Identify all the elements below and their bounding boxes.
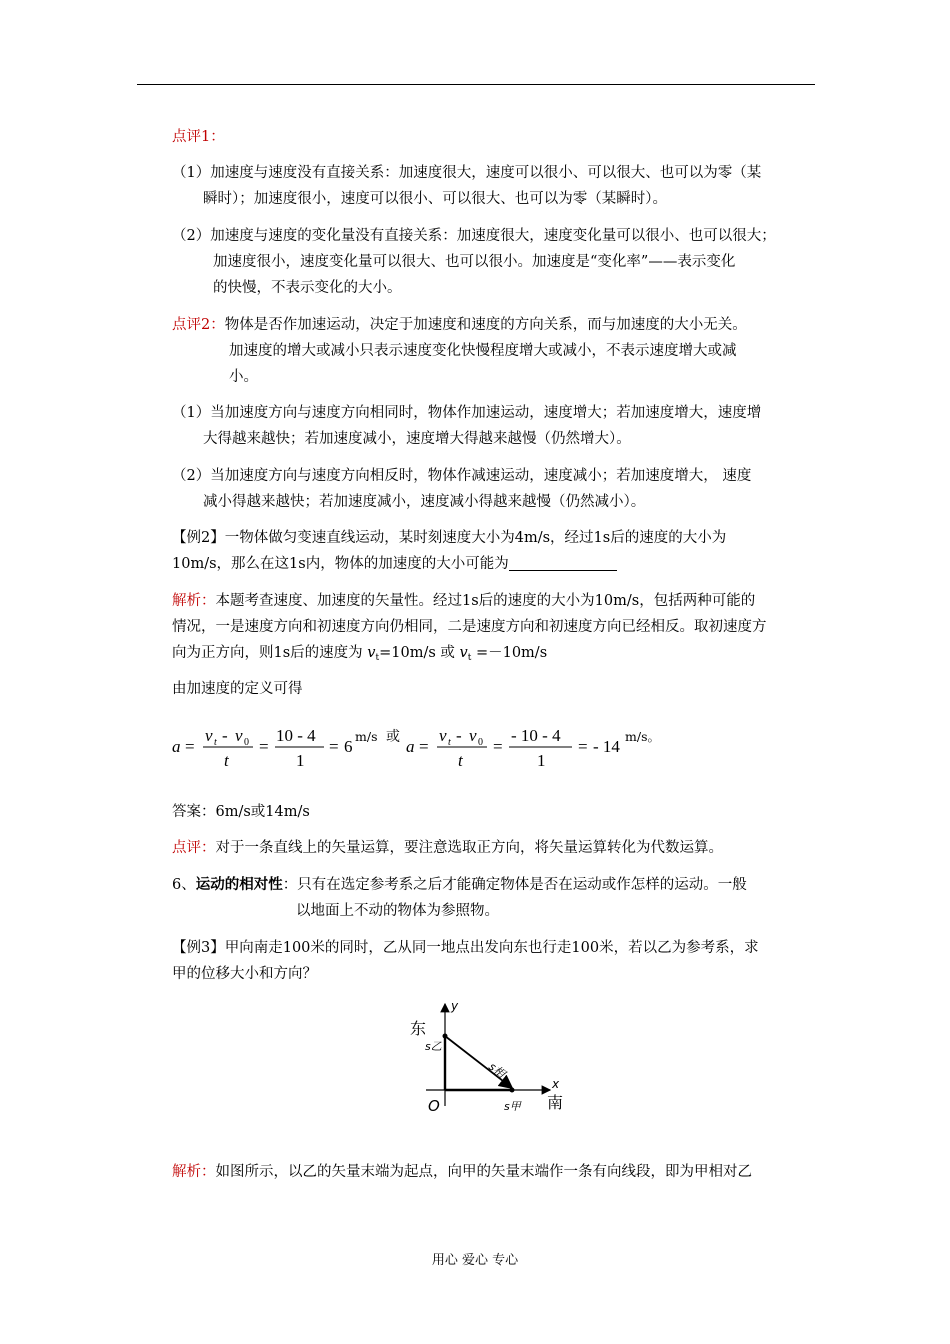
analysis2-line: 解析：如图所示，以乙的矢量末端为起点，向甲的矢量末端作一条有向线段，即为甲相对乙 [172,1164,752,1180]
eq1-v0-sub: 0 [244,737,249,748]
eq1-vt: v [205,726,213,745]
label-s-yi: s乙 [425,1040,442,1053]
comment2-item2-line1: （2）当加速度方向与速度方向相反时，物体作减速运动，速度减小；若加速度增大， 速度 [172,468,752,484]
comment2-item2-line2: 减小得越来越快；若加速度减小，速度减小得越来越慢（仍然减小）。 [203,494,646,510]
eq2-a: a [406,737,415,756]
eq1-t: t [224,751,229,770]
svg-text:=: = [185,737,195,756]
svg-text:-: - [456,726,462,745]
eq2-den: 1 [537,751,546,770]
eq1-vt-sub: t [214,737,217,748]
comment2-item1-line2: 大得越来越快；若加速度减小，速度增大得越来越慢（仍然增大）。 [203,431,631,447]
label-east: 东 [410,1019,427,1038]
comment1-item1-line2: 瞬时）；加速度很小，速度可以很小、可以很大、也可以为零（某瞬时）。 [203,191,667,207]
analysis1-line2: 情况，一是速度方向和初速度方向仍相同，二是速度方向和初速度方向已经相反。取初速度方 [172,619,767,635]
analysis1-line3: 向为正方向，则1s后的速度为 $v_t=10m/s$ 或 $v_t =-10m/s$ [172,645,548,663]
svg-text:-: - [222,726,228,745]
page-footer: 用心 爱心 专心 [431,1253,519,1268]
label-south: 南 [547,1093,564,1112]
comment1-item2-line1: （2）加速度与速度的变化量没有直接关系：加速度很大，速度变化量可以很小、也可以很大； [172,228,776,244]
eq1-unit: m/s [355,729,378,744]
svg-text:=: = [419,737,429,756]
eq1-a: a [172,737,181,756]
eq-or: 或 [386,729,400,745]
definition-line: 由加速度的定义可得 [172,681,303,697]
comment3-line: 点评：对于一条直线上的矢量运算，要注意选取正方向，将矢量运算转化为代数运算。 [172,840,723,856]
analysis2-title: 解析： [172,1164,216,1180]
comment3-title: 点评： [172,840,216,856]
eq2-v0: v [469,726,477,745]
point-yi [443,1034,448,1039]
label-s-xiang: s相 [486,1060,508,1081]
eq1-den: 1 [296,751,305,770]
analysis1-title: 解析： [172,593,216,609]
relative-displacement-figure [408,998,568,1132]
example2-line1: 【例2】一物体做匀变速直线运动，某时刻速度大小为4m/s，经过1s后的速度的大小为 [172,530,727,546]
eq1-num: 10 - 4 [276,726,316,745]
comment2-item1-line1: （1）当加速度方向与速度方向相同时，物体作加速运动，速度增大；若加速度增大，速度增 [172,405,762,421]
label-y: y [451,999,459,1013]
section6-line1: 6、运动的相对性：只有在选定参考系之后才能确定物体是否在运动或作怎样的运动。一般 [172,877,747,893]
eq1-result: 6 [344,737,353,756]
point-jia [510,1088,515,1093]
eq2-num: - 10 - 4 [511,726,561,745]
analysis1-line1: 解析：本题考查速度、加速度的矢量性。经过1s后的速度的大小为10m/s，包括两种可能的 [172,593,756,609]
label-origin: O [428,1097,440,1115]
eq2-vt: v [439,726,447,745]
section6-title: 运动的相对性 [195,877,283,893]
comment2-line3: 小。 [229,369,258,385]
eq2-v0-sub: 0 [478,737,483,748]
comment1-item1-line1: （1）加速度与速度没有直接关系：加速度很大，速度可以很小、可以很大、也可以为零（某 [172,165,762,181]
example3-line2: 甲的位移大小和方向？ [172,966,317,982]
comment2-line1: 点评2：物体是否作加速运动，决定于加速度和速度的方向关系，而与加速度的大小无关。 [172,317,747,333]
eq2-vt-sub: t [448,737,451,748]
comment1-title: 点评1： [172,129,225,145]
s-xiang-vector [445,1036,512,1088]
svg-text:=: = [493,737,503,756]
comment2-line2: 加速度的增大或减小只表示速度变化快慢程度增大或减小，不表示速度增大或减 [229,343,737,359]
eq2-result: - 14 [593,737,620,756]
svg-text:=: = [329,737,339,756]
eq1-v0: v [235,726,243,745]
label-x: x [552,1077,560,1091]
svg-text:=: = [259,737,269,756]
section6-number: 6、 [172,877,196,893]
eq2-unit: m/s。 [625,729,660,744]
section6-line2: 以地面上不动的物体为参照物。 [296,903,499,919]
example2-line2: 10m/s，那么在这1s内，物体的加速度的大小可能为 [172,551,617,577]
comment1-item2-line3: 的快慢，不表示变化的大小。 [213,280,402,296]
example3-line1: 【例3】甲向南走100米的同时，乙从同一地点出发向东也行走100米，若以乙为参考系，求 [172,940,759,956]
eq2-t: t [458,751,463,770]
answer-line: 答案：6m/s或14m/s [172,804,310,820]
comment1-item2-line2: 加速度很小，速度变化量可以很大、也可以很小。加速度是“变化率”——表示变化 [213,254,736,270]
svg-text:=: = [578,737,588,756]
comment2-title: 点评2： [172,317,225,333]
label-s-jia: s甲 [504,1100,521,1113]
acceleration-equation [172,724,732,774]
header-rule [137,84,815,85]
answer-blank [509,554,617,571]
